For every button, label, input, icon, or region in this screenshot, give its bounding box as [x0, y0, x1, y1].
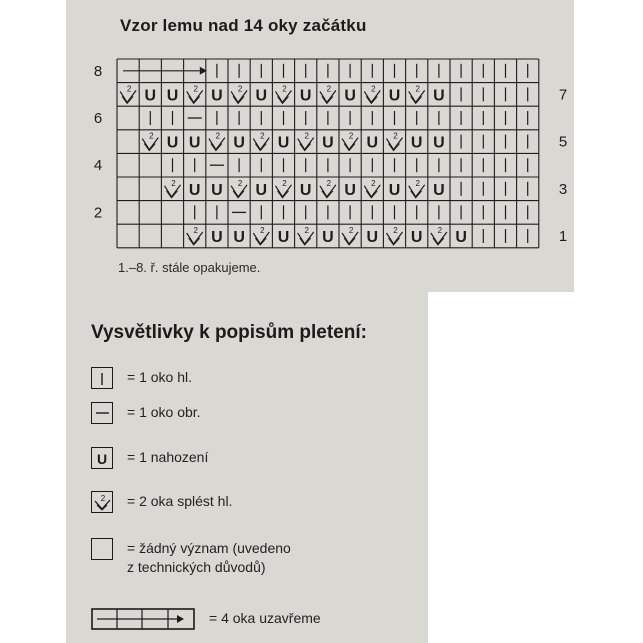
k2tog-mark-number: 2 [171, 178, 176, 188]
chart-cell [189, 135, 201, 152]
chart-row [187, 226, 528, 246]
k2tog-mark-number: 2 [393, 226, 398, 235]
chart-cell [364, 179, 380, 198]
chart-cell [300, 182, 312, 199]
k2tog-mark-number: 2 [215, 131, 221, 141]
k2tog-mark-number: 2 [371, 84, 376, 94]
legend-text-blank [127, 539, 291, 577]
chart-cell [344, 182, 356, 199]
chart-cell [298, 226, 314, 245]
chart-cell [253, 226, 269, 245]
yarn-over-mark: U [410, 134, 423, 152]
chart-cell [431, 226, 447, 245]
chart-cell [276, 179, 292, 198]
svg-text:U: U [96, 451, 108, 467]
purl-symbol-icon [91, 402, 113, 424]
chart-cell [298, 132, 314, 151]
yarn-over-mark: U [211, 181, 223, 199]
chart-row [165, 179, 528, 199]
k2tog-mark-number: 2 [282, 178, 287, 188]
chart-row [173, 158, 528, 172]
chart-cell [387, 132, 403, 151]
k2tog-mark-number: 2 [437, 226, 443, 235]
k2tog-mark-number: 2 [193, 226, 198, 235]
yarn-over-mark: U [144, 87, 157, 105]
yarn-over-mark: U [366, 229, 379, 246]
chart-cell [433, 87, 445, 104]
yarn-over-mark: U [211, 87, 223, 105]
k2tog-mark-number: 2 [348, 226, 354, 235]
yarn-over-mark: U [299, 181, 312, 199]
k2tog-mark-number: 2 [282, 84, 287, 94]
legend-text-bind-off: = 4 oka uzavřeme [209, 610, 321, 626]
k2tog-mark-number: 2 [326, 84, 332, 94]
chart-cell [120, 84, 136, 103]
yarn-over-mark: U [322, 134, 334, 152]
chart-cell [187, 226, 203, 245]
k2tog-mark-number: 2 [237, 84, 243, 94]
chart-cell [253, 132, 269, 151]
legend-text-purl: = 1 oko obr. [127, 404, 201, 420]
chart-cell [276, 84, 292, 103]
k2tog-mark-number: 2 [393, 131, 398, 141]
blank-symbol-icon [91, 538, 113, 560]
yarn-over-mark: U [233, 134, 245, 152]
chart-cell [387, 226, 403, 245]
chart-cell [367, 135, 379, 152]
yarn-over-mark: U [366, 134, 379, 152]
repeat-note: 1.–8. ř. stále opakujeme. [118, 260, 261, 275]
chart-cell [409, 179, 425, 198]
yarn-over-mark: U [255, 181, 268, 199]
row-number-right: 3 [558, 180, 568, 198]
yarn-over-mark: U [455, 229, 467, 246]
chart-cell [165, 179, 181, 198]
yarn-over-mark: U [344, 181, 356, 199]
row-number-right: 1 [558, 228, 568, 245]
chart-cell [342, 132, 358, 151]
legend-text-blank-line2: z technických důvodů) [127, 559, 266, 575]
k2tog-symbol-icon [91, 491, 113, 513]
k2tog-mark-number: 2 [304, 131, 309, 141]
chart-cell [256, 182, 268, 199]
chart-cell [411, 135, 423, 152]
chart-cell [322, 135, 334, 152]
chart-row [142, 132, 527, 152]
yarn-over-mark: U [410, 229, 423, 246]
bind-off-symbol-icon [91, 608, 195, 630]
row-number-right: 5 [558, 133, 568, 151]
k2tog-mark-number: 2 [348, 131, 354, 141]
yarn-over-mark: U [433, 87, 445, 105]
knit-symbol-icon [91, 367, 113, 389]
chart-cell [367, 229, 379, 246]
chart-cell [233, 229, 245, 246]
chart-cell [389, 87, 401, 104]
chart-cell [389, 182, 401, 199]
chart-cell [167, 87, 179, 104]
k2tog-mark-number: 2 [193, 84, 198, 94]
chart-cell [211, 182, 223, 199]
row-number-left: 8 [93, 62, 103, 80]
k2tog-mark-number: 2 [371, 178, 376, 188]
k2tog-mark-number: 2 [326, 178, 332, 188]
k2tog-mark-number: 2 [415, 178, 420, 188]
legend-text-yarn-over: = 1 nahození [127, 449, 209, 465]
yarn-over-mark: U [388, 87, 401, 105]
chart-cell [278, 135, 290, 152]
chart-cell [167, 135, 179, 152]
yarn-over-mark: U [211, 229, 223, 246]
legend-title: Vysvětlivky k popisům pletení: [91, 322, 367, 343]
chart-cell [256, 87, 268, 104]
k2tog-mark-number: 2 [260, 226, 265, 235]
legend-text-k2tog: = 2 oka splést hl. [127, 493, 233, 509]
yarn-over-mark: U [188, 181, 201, 199]
yarn-over-mark: U [388, 181, 401, 199]
k2tog-mark-number: 2 [237, 178, 243, 188]
chart-cell [411, 229, 423, 246]
chart-cell [320, 179, 336, 198]
chart-cell [187, 84, 203, 103]
chart-cell [211, 87, 223, 104]
chart-cell [344, 87, 356, 104]
yarn-over-mark: U [277, 134, 290, 152]
k2tog-mark-number: 2 [149, 131, 154, 141]
k2tog-mark-number: 2 [260, 131, 265, 141]
chart-cell [231, 179, 247, 198]
knitting-chart [0, 0, 643, 292]
k2tog-mark-number: 2 [415, 84, 420, 94]
row-number-right: 7 [558, 86, 568, 104]
k2tog-mark-number: 2 [304, 226, 309, 235]
row-number-left: 2 [93, 204, 103, 222]
chart-cell [322, 229, 334, 246]
yarn-over-mark: U [344, 87, 356, 105]
row-number-left: 4 [93, 157, 103, 175]
yarn-over-mark: U [188, 134, 201, 152]
yarn-over-symbol-icon [91, 447, 113, 469]
legend-text-knit: = 1 oko hl. [127, 369, 192, 385]
chart-cell [320, 84, 336, 103]
chart-cell [209, 132, 225, 151]
chart-cell [145, 87, 157, 104]
chart-row [217, 64, 528, 78]
yarn-over-mark: U [433, 134, 445, 152]
row-number-left: 6 [93, 110, 103, 127]
yarn-over-mark: U [255, 87, 268, 105]
chart-cell [433, 182, 445, 199]
chart-cell [409, 84, 425, 103]
chart-cell [342, 226, 358, 245]
chart-cell [455, 229, 467, 246]
chart-cell [433, 135, 445, 152]
chart-cell [211, 229, 223, 246]
yarn-over-mark: U [299, 87, 312, 105]
chart-title: Vzor lemu nad 14 oky začátku [120, 16, 367, 35]
yarn-over-mark: U [322, 229, 334, 246]
chart-cell [233, 135, 245, 152]
svg-text:2: 2 [100, 494, 106, 503]
chart-cell [231, 84, 247, 103]
yarn-over-mark: U [166, 134, 179, 152]
chart-cell [300, 87, 312, 104]
yarn-over-mark: U [433, 181, 445, 199]
legend-text-blank-line1: = žádný význam (uvedeno [127, 540, 291, 556]
chart-cell [189, 182, 201, 199]
yarn-over-mark: U [277, 229, 290, 246]
chart-cell [142, 132, 158, 151]
chart-row [120, 84, 528, 104]
yarn-over-mark: U [166, 87, 179, 105]
chart-cell [364, 84, 380, 103]
k2tog-mark-number: 2 [126, 84, 132, 94]
yarn-over-mark: U [233, 229, 245, 246]
paper-background-bottom [66, 292, 428, 643]
chart-cell [278, 229, 290, 246]
